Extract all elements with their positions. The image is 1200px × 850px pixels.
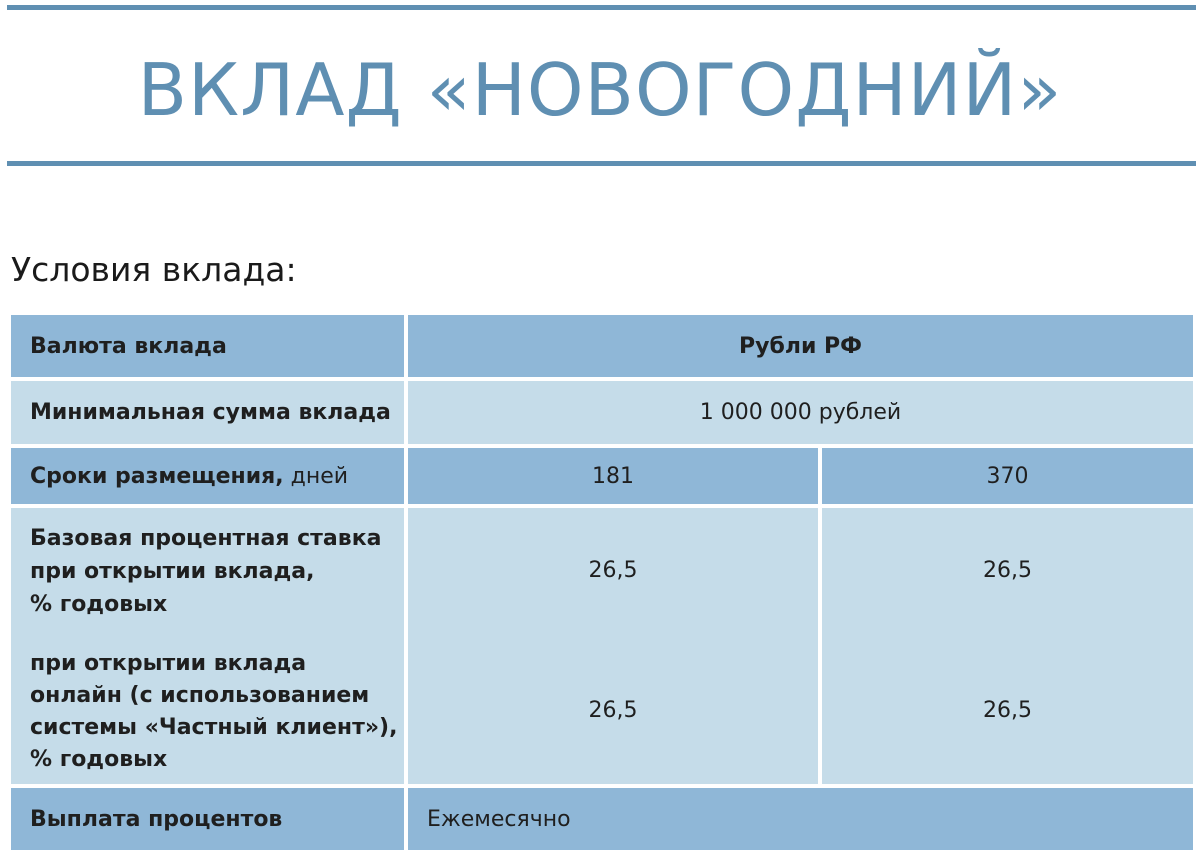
minimum-amount-label: Минимальная сумма вклада [11,381,404,444]
title-rule [7,161,1196,166]
terms-label-text: Сроки размещения, [30,463,284,489]
currency-label: Валюта вклада [11,315,404,377]
rate-values-181 [408,508,818,784]
online-rate-label: при открытии вклада онлайн (с использованием системы «Частный клиент»), % годовых [30,651,398,772]
currency-value: Рубли РФ [408,315,1193,377]
online-rate-181: 26,5 [588,698,638,723]
term-370-days: 370 [822,448,1193,504]
rate-values-370 [822,508,1193,784]
page-title: ВКЛАД «НОВОГОДНИЙ» [137,48,1063,132]
rate-labels [11,508,404,784]
base-rate-370: 26,5 [983,558,1032,583]
base-rate-181: 26,5 [588,558,638,583]
top-rule [7,5,1196,10]
online-rate-370: 26,5 [983,698,1032,723]
base-rate-label: Базовая процентная ставка при открытии вклада, % годовых [30,526,382,617]
payout-value: Ежемесячно [408,788,1193,850]
terms-unit: дней [283,463,349,489]
payout-label: Выплата процентов [11,788,404,850]
minimum-amount-value: 1 000 000 рублей [408,381,1193,444]
term-181-days: 181 [408,448,818,504]
conditions-heading: Условия вклада: [11,250,297,289]
terms-label [11,448,404,504]
